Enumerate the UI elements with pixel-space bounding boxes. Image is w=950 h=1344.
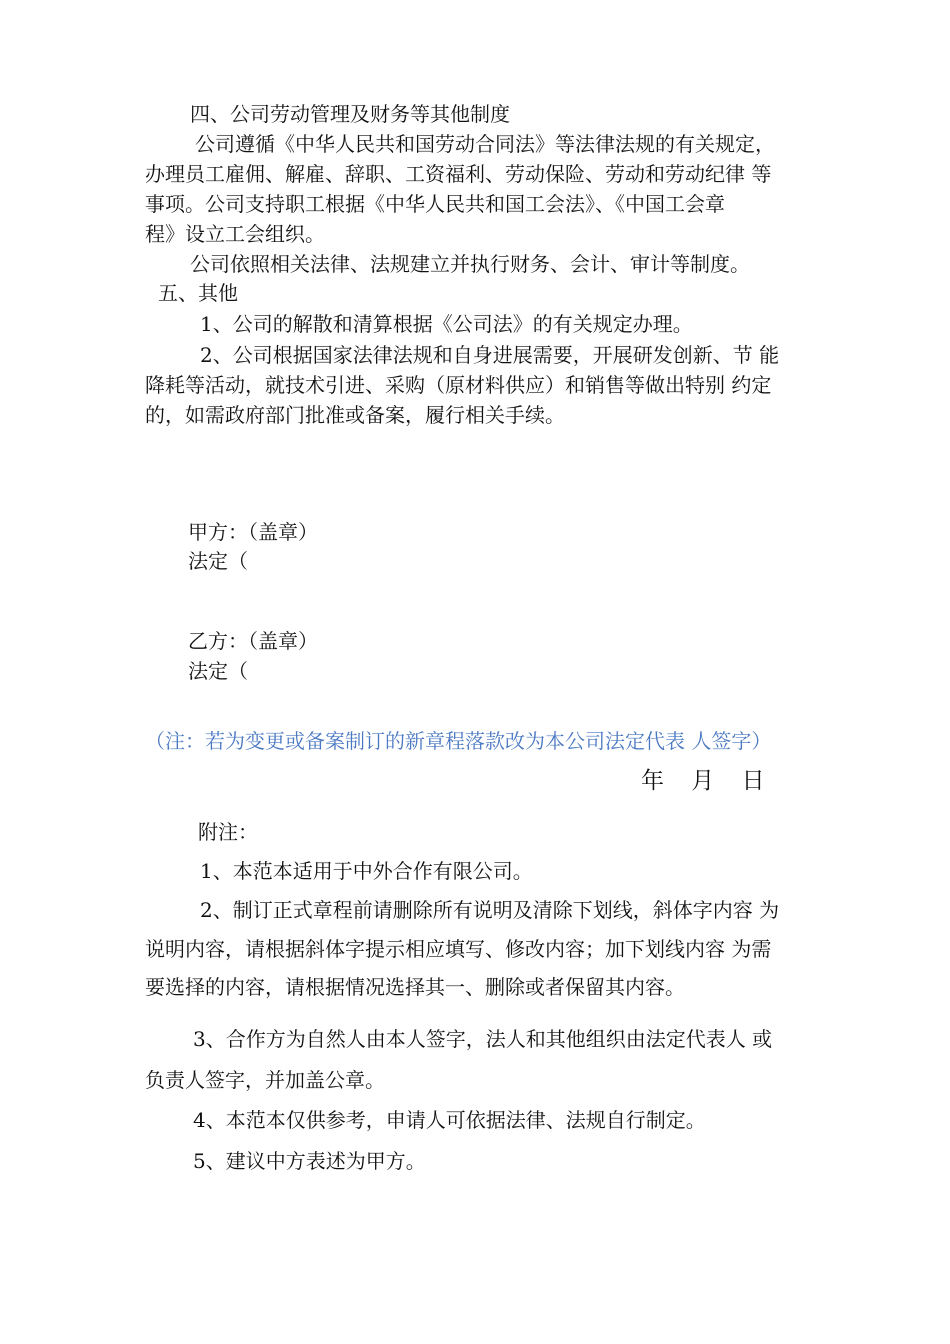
appendix-item3-line2: 负责人签字，并加盖公章。 [145, 1068, 385, 1092]
appendix-item5: 5、建议中方表述为甲方。 [193, 1149, 426, 1173]
section5-item2-line2: 降耗等活动，就技术引进、采购（原材料供应）和销售等做出特别 约定 [145, 373, 772, 397]
section4-para1-line2: 办理员工雇佣、解雇、辞职、工资福利、劳动保险、劳动和劳动纪律 等 [145, 162, 772, 186]
party-a-label: 甲方：（盖章） [188, 520, 318, 544]
section4-para2: 公司依照相关法律、法规建立并执行财务、会计、审计等制度。 [190, 252, 750, 276]
appendix-heading: 附注： [198, 820, 258, 844]
section4-heading: 四、公司劳动管理及财务等其他制度 [190, 102, 510, 126]
party-b-legal-label: 法定（ [188, 659, 248, 683]
date-line: 年 月 日 [641, 768, 775, 794]
section5-heading: 五、其他 [158, 281, 238, 305]
section5-item2-line1: 2、公司根据国家法律法规和自身进展需要，开展研发创新、节 能 [200, 343, 780, 367]
signature-note: （注：若为变更或备案制订的新章程落款改为本公司法定代表 人签字） [145, 729, 772, 753]
appendix-item2-line2: 说明内容，请根据斜体字提示相应填写、修改内容；加下划线内容 为需 [145, 937, 772, 961]
section5-item2-line3: 的，如需政府部门批准或备案，履行相关手续。 [145, 403, 565, 427]
section4-para1-line3: 事项。公司支持职工根据《中华人民共和国工会法》、《中国工会章 [145, 192, 725, 216]
appendix-item1: 1、本范本适用于中外合作有限公司。 [200, 859, 533, 883]
appendix-item4: 4、本范本仅供参考，申请人可依据法律、法规自行制定。 [193, 1108, 706, 1132]
party-a-legal-label: 法定（ [188, 549, 248, 573]
party-b-label: 乙方：（盖章） [188, 629, 318, 653]
appendix-item3-line1: 3、合作方为自然人由本人签字，法人和其他组织由法定代表人 或 [193, 1027, 773, 1051]
section4-para1-line4: 程》设立工会组织。 [145, 222, 325, 246]
section5-item1: 1、公司的解散和清算根据《公司法》的有关规定办理。 [200, 312, 693, 336]
appendix-item2-line1: 2、制订正式章程前请删除所有说明及清除下划线，斜体字内容 为 [200, 898, 780, 922]
appendix-item2-line3: 要选择的内容，请根据情况选择其一、删除或者保留其内容。 [145, 975, 685, 999]
section4-para1-line1: 公司遵循《中华人民共和国劳动合同法》等法律法规的有关规定， [195, 132, 775, 156]
